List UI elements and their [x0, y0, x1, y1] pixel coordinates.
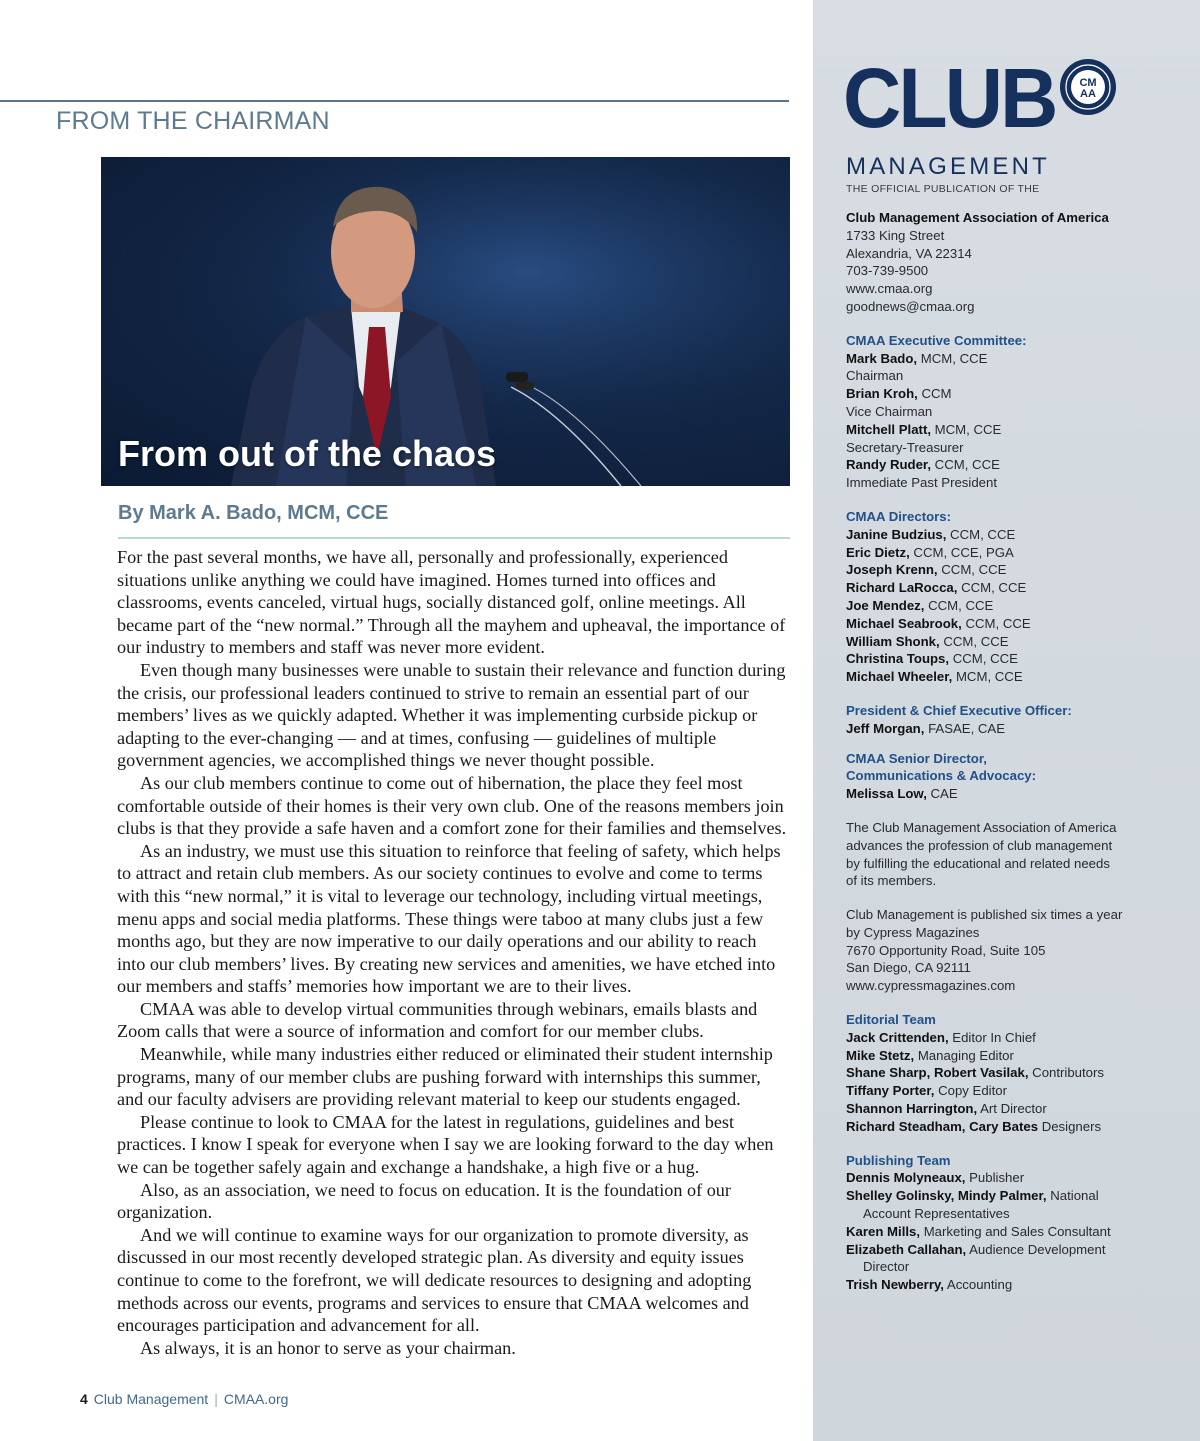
org-phone: 703-739-9500 [846, 263, 929, 279]
director: Joe Mendez, CCM, CCE [846, 597, 994, 613]
exec-role: Vice Chairman [846, 403, 933, 419]
hero-photo [101, 157, 790, 486]
publishing-member: Karen Mills, Marketing and Sales Consultant [846, 1223, 1111, 1239]
paragraph: And we will continue to examine ways for our organization to promote diversity, as discussed in our most recently developed strategic plan. As diversity and equity issues continue to come to the forefront, we will dedicate resources to designing and adopting methods across our events, programs and services to ensure that CMAA welcomes and encourages participation and advancement for all. [117, 1224, 752, 1336]
header-rule [0, 100, 789, 102]
exec-member: Mitchell Platt, MCM, CCE [846, 421, 1002, 437]
article-title: From out of the chaos [118, 433, 496, 474]
article-body [117, 546, 789, 1359]
footer-publication: Club Management [93, 1391, 209, 1407]
mission-line: by fulfilling the educational and related needs [846, 855, 1110, 871]
editorial-member: Shane Sharp, Robert Vasilak, Contributors [846, 1065, 1104, 1081]
footer-separator: | [214, 1391, 218, 1407]
page-number: 4 [80, 1391, 88, 1407]
publisher-line: 7670 Opportunity Road, Suite 105 [846, 942, 1046, 958]
ceo-name: Jeff Morgan, FASAE, CAE [846, 720, 1006, 736]
director: Janine Budzius, CCM, CCE [846, 526, 1016, 542]
publishing-heading: Publishing Team [846, 1152, 951, 1168]
editorial-heading: Editorial Team [846, 1012, 936, 1028]
exec-member: Brian Kroh, CCM [846, 386, 952, 402]
editorial-member: Mike Stetz, Managing Editor [846, 1047, 1014, 1063]
org-city: Alexandria, VA 22314 [846, 245, 972, 261]
paragraph: As always, it is an honor to serve as your chairman. [140, 1337, 516, 1358]
paragraph: Please continue to look to CMAA for the latest in regulations, guidelines and best practices. I know I speak for everyone when I say we are looking forward to the day when we can be together safely again and exchange a handshake, a high five or a hug. [117, 1111, 774, 1178]
editorial-member: Shannon Harrington, Art Director [846, 1101, 1047, 1117]
paragraph: Even though many businesses were unable to sustain their relevance and function during the crisis, our professional leaders continued to strive to remain an essential part of our members’ lives as we quickly adapted. Whether it was implementing curbside pickup or adapting to the ever-changing — and at times, confusing — guidelines of multiple government agencies, we accomplished things we never thought possible. [117, 659, 786, 771]
exec-member: Mark Bado, MCM, CCE [846, 350, 988, 366]
director: Christina Toups, CCM, CCE [846, 651, 1018, 667]
exec-role: Immediate Past President [846, 475, 997, 491]
publishing-member: Trish Newberry, Accounting [846, 1277, 1013, 1293]
editorial-member: Tiffany Porter, Copy Editor [846, 1083, 1008, 1099]
directors-heading: CMAA Directors: [846, 508, 952, 524]
exec-member: Randy Ruder, CCM, CCE [846, 457, 1000, 473]
byline-rule [118, 537, 790, 539]
director: Michael Seabrook, CCM, CCE [846, 615, 1031, 631]
mission-line: advances the profession of club management [846, 837, 1113, 853]
svg-text:CM: CM [1079, 77, 1097, 89]
exec-role: Secretary-Treasurer [846, 439, 964, 455]
publication-tagline: THE OFFICIAL PUBLICATION OF THE [846, 183, 1040, 195]
director: Richard LaRocca, CCM, CCE [846, 580, 1027, 596]
publishing-member: Dennis Molyneaux, Publisher [846, 1170, 1025, 1186]
paragraph: CMAA was able to develop virtual communities through webinars, emails blasts and Zoom calls that were a source of information and comfort for our member clubs. [117, 998, 758, 1042]
ceo-heading: President & Chief Executive Officer: [846, 702, 1072, 718]
publisher-line: San Diego, CA 92111 [846, 960, 971, 976]
director: Joseph Krenn, CCM, CCE [846, 562, 1007, 578]
director: William Shonk, CCM, CCE [846, 633, 1009, 649]
publishing-member: Elizabeth Callahan, Audience Development [846, 1241, 1106, 1257]
senior-director-heading: CMAA Senior Director, [846, 750, 987, 766]
club-logo-subtitle: MANAGEMENT [846, 153, 1051, 180]
byline: By Mark A. Bado, MCM, CCE [118, 502, 389, 524]
paragraph: As an industry, we must use this situation to reinforce that feeling of safety, which helps to attract and retain club members. As our society continues to evolve and come to terms with this “new normal,” it is vital to leverage our technology, including virtual meetings, menu apps and social media platforms. These things were taboo at many clubs just a few months ago, but they are now imperative to our daily operations and our ability to reach into our club members’ lives. By creating new services and amenities, we have etched into our members and staffs’ memories how important we are to their lives. [117, 840, 781, 997]
editorial-member: Richard Steadham, Cary Bates Designers [846, 1118, 1102, 1134]
masthead-sidebar [813, 0, 1200, 1441]
director: Eric Dietz, CCM, CCE, PGA [846, 544, 1014, 560]
page-footer [80, 1391, 288, 1407]
mission-line: of its members. [846, 873, 937, 889]
publishing-member-cont: Account Representatives [863, 1206, 1010, 1222]
paragraph: Meanwhile, while many industries either reduced or eliminated their student internship programs, many of our member clubs are pushing forward with internships this summer, and our faculty advisers are providing relevant material to keep our students engaged. [117, 1044, 773, 1110]
paragraph: Also, as an association, we need to focus on education. It is the foundation of our organization. [117, 1179, 731, 1223]
masthead-content [846, 209, 1191, 1294]
exec-committee-heading: CMAA Executive Committee: [846, 332, 1027, 348]
org-email-link[interactable]: goodnews@cmaa.org [846, 298, 975, 314]
publishing-member: Shelley Golinsky, Mindy Palmer, National [846, 1188, 1099, 1204]
publisher-web-link[interactable]: www.cypressmagazines.com [846, 978, 1016, 994]
cmaa-seal-icon [1058, 57, 1118, 117]
senior-director-heading-2: Communications & Advocacy: [846, 768, 1037, 784]
paragraph: As our club members continue to come out of hibernation, the place they feel most comfortable outside of their homes is their very own club. One of the reasons members join clubs is that they provide a safe haven and a comfort zone for their families and themselves. [117, 772, 787, 839]
org-name: Club Management Association of America [846, 210, 1109, 225]
publisher-line: Club Management is published six times a year [846, 907, 1123, 923]
senior-director-name: Melissa Low, CAE [846, 786, 958, 802]
publishing-member-cont: Director [863, 1259, 910, 1275]
editorial-member: Jack Crittenden, Editor In Chief [846, 1029, 1036, 1045]
footer-site-link[interactable]: CMAA.org [223, 1391, 289, 1407]
exec-role: Chairman [846, 368, 904, 384]
club-logo-wordmark: CLUB [843, 51, 1056, 145]
org-street: 1733 King Street [846, 227, 945, 243]
section-label: FROM THE CHAIRMAN [56, 107, 330, 135]
director: Michael Wheeler, MCM, CCE [846, 669, 1023, 685]
publisher-line: by Cypress Magazines [846, 924, 980, 940]
svg-text:AA: AA [1080, 88, 1096, 100]
paragraph: For the past several months, we have all, personally and professionally, experienced situations unlike anything we could have imagined. Homes turned into offices and classrooms, events canceled, virtual hugs, socially distanced golf, online meetings. All became part of the “new normal.” Through all the mayhem and upheaval, the importance of our industry to members and staff was never more evident. [117, 547, 786, 658]
mission-line: The Club Management Association of America [846, 819, 1117, 835]
org-web-link[interactable]: www.cmaa.org [846, 281, 933, 297]
